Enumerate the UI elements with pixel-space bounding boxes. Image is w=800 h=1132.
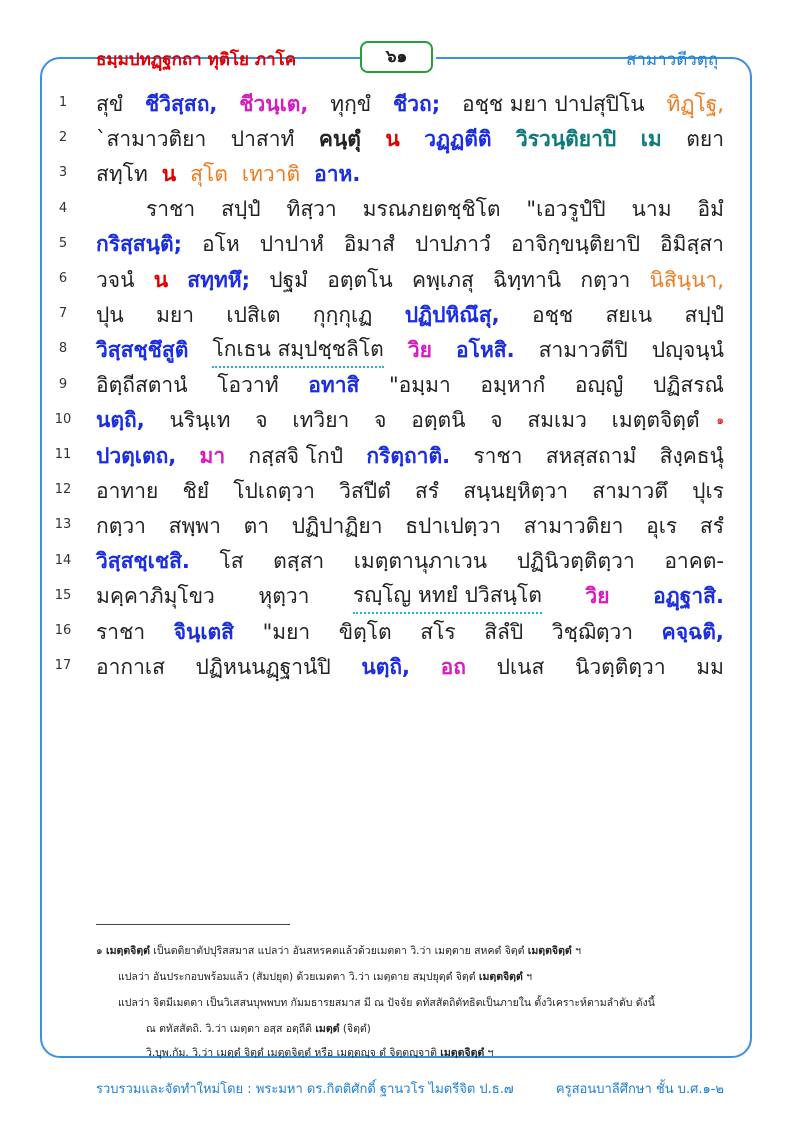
word: ราชา bbox=[96, 619, 146, 644]
word: กสฺสจิ โกปํ bbox=[248, 443, 344, 468]
line-number: 1 bbox=[58, 95, 68, 110]
word: นาม bbox=[631, 197, 672, 222]
word: เม bbox=[640, 126, 662, 151]
line-number: 13 bbox=[54, 517, 72, 533]
word: สามาวติยา bbox=[523, 513, 624, 538]
word: มคฺคาภิมุโขว bbox=[96, 584, 215, 609]
text-line bbox=[96, 260, 724, 300]
footnote-line-3: แปลว่า จิตมีเมตตา เป็นวิเสสนบุพพบท กัมมธารยสมาส มี ณ ปัจจัย ตทัสสัตถิตัทธิตเป็นภายใน ตั้งวิเคราะห์ตามลำดับ ดังนี้ bbox=[118, 997, 655, 1009]
text-line bbox=[96, 612, 724, 652]
word: วฏฺฏตีติ bbox=[424, 126, 492, 151]
word: ปาสาทํ bbox=[230, 126, 295, 151]
word: ปฏิหนนฏฺฐานํปิ bbox=[195, 654, 331, 679]
footnote-term: เมตฺตํ bbox=[315, 1023, 340, 1035]
word: อาห. bbox=[314, 161, 361, 186]
text-line bbox=[96, 330, 724, 370]
word: กุกฺกุเฏ bbox=[312, 302, 373, 327]
line-number: 16 bbox=[54, 623, 72, 638]
word: ตยา bbox=[686, 126, 724, 151]
word: วิชฺฌิตฺวา bbox=[551, 619, 634, 644]
word: หุตฺวา bbox=[258, 584, 310, 609]
word: ตสฺสา bbox=[273, 549, 325, 574]
word: มา bbox=[199, 443, 226, 468]
word: อชฺช bbox=[531, 302, 574, 327]
footnote-text: (จิตฺตํ) bbox=[339, 1023, 371, 1035]
word: คนฺตุํ bbox=[318, 126, 361, 151]
footnote-term: เมตฺตจิตฺตํ bbox=[440, 1047, 485, 1059]
word: สนฺนยฺหิตฺวา bbox=[463, 478, 569, 503]
text-line bbox=[96, 366, 724, 406]
word: ชีวิสฺสถ, bbox=[145, 91, 218, 116]
word: สรํ bbox=[414, 478, 440, 503]
line-number: 15 bbox=[54, 587, 72, 603]
word: ปฏิปาฏิยา bbox=[291, 513, 383, 538]
word: สหสฺสถามํ bbox=[545, 443, 637, 468]
text-line bbox=[96, 401, 724, 441]
word: เมตฺตจิตฺตํ bbox=[611, 408, 700, 433]
word: ปุเร bbox=[692, 478, 724, 503]
word: จ bbox=[255, 408, 268, 433]
chapter-title: สามาวตีวตฺถุ bbox=[626, 50, 719, 70]
line-number: 3 bbox=[58, 165, 68, 181]
word: น bbox=[153, 267, 169, 292]
footnote-text: วิ.บุพ.กัม. วิ.ว่า เมตฺตํ จิตฺตํ เมตฺตจิตฺตํ หรือ เมตฺตญฺจ ตํ จิตฺตญฺจาติ bbox=[146, 1047, 441, 1059]
word: จ bbox=[490, 408, 503, 433]
word: อาทาย bbox=[96, 478, 159, 503]
line-number: 11 bbox=[54, 447, 72, 462]
word: สุขํ bbox=[96, 91, 124, 116]
word: อถ bbox=[440, 654, 466, 679]
word: คพฺเภสุ bbox=[412, 267, 474, 292]
word: โส bbox=[219, 549, 244, 574]
word: เทวาติ bbox=[241, 161, 301, 186]
word: อโห bbox=[202, 232, 240, 257]
text-line bbox=[96, 577, 724, 617]
word: สทฺโท bbox=[96, 161, 148, 186]
word: ปวตฺเตถ, bbox=[96, 443, 177, 468]
text-line bbox=[96, 436, 724, 476]
word: เมตฺตานุภาเวน bbox=[353, 549, 488, 574]
word: `สามาวติยา bbox=[96, 126, 207, 151]
word: อิมาสํ bbox=[343, 232, 395, 257]
word: ปาปภาวํ bbox=[414, 232, 491, 257]
line-number: 5 bbox=[58, 235, 68, 251]
text-line bbox=[96, 647, 724, 687]
line-number: 4 bbox=[58, 200, 68, 216]
word: สิลํปิ bbox=[484, 619, 524, 644]
book-title: ธมฺมปทฏฺฐกถา ทุติโย ภาโค bbox=[96, 50, 297, 70]
text-line bbox=[96, 471, 724, 511]
footnote-line-2 bbox=[118, 968, 532, 985]
word: อญฺญํ bbox=[574, 373, 624, 398]
line-number: 10 bbox=[54, 411, 72, 427]
line-number: 17 bbox=[54, 658, 72, 674]
word: นิวตฺติตฺวา bbox=[574, 654, 666, 679]
word: อาจิกฺขนฺติยาปิ bbox=[510, 232, 641, 257]
word: สยเน bbox=[605, 302, 653, 327]
word: วิรวนฺติยาปิ bbox=[515, 126, 617, 151]
footnote-line-1 bbox=[96, 942, 581, 959]
line-number: 12 bbox=[54, 482, 72, 498]
word: น bbox=[161, 161, 177, 186]
word: วิย bbox=[407, 337, 432, 362]
word: นิสินฺนา, bbox=[649, 267, 724, 292]
word: สามาวตีปิ bbox=[538, 337, 628, 362]
word: จ bbox=[374, 408, 387, 433]
line-number: 8 bbox=[58, 341, 68, 357]
word: อาคต- bbox=[664, 549, 724, 574]
word: ฉิทฺทานิ bbox=[493, 267, 562, 292]
word: กตฺวา bbox=[580, 267, 631, 292]
word: สุโต bbox=[190, 161, 228, 186]
word: อตฺตนิ bbox=[411, 408, 466, 433]
word: รญฺโญ หทยํ ปวิสนฺโต bbox=[353, 579, 542, 614]
word: ปฐมํ bbox=[269, 267, 309, 292]
word: อฏฺฐาสิ. bbox=[653, 584, 724, 609]
word: กตฺวา bbox=[96, 513, 146, 538]
word: ชีวถ; bbox=[393, 91, 441, 116]
word: ปเนส bbox=[496, 654, 545, 679]
text-line bbox=[96, 542, 724, 582]
word: อากาเส bbox=[96, 654, 165, 679]
word: วจนํ bbox=[96, 267, 135, 292]
line-number: 7 bbox=[58, 306, 68, 322]
word: อิมิสฺสา bbox=[660, 232, 724, 257]
word: สปฺปํ bbox=[221, 197, 261, 222]
word: กริตฺถาติ. bbox=[366, 443, 451, 468]
word: สามาวตึ bbox=[592, 478, 668, 503]
word: "อมฺมา bbox=[389, 373, 451, 398]
word: ทิสฺวา bbox=[286, 197, 337, 222]
word: มม bbox=[696, 654, 724, 679]
word: สรํ bbox=[699, 513, 724, 538]
word: ปญฺจนฺนํ bbox=[651, 337, 724, 362]
footnote-text: ฯ bbox=[484, 1047, 494, 1059]
footnote-term: เมตฺตจิตฺตํ bbox=[478, 971, 523, 983]
word: โปเถตฺวา bbox=[233, 478, 315, 503]
word: จินฺเตสิ bbox=[173, 619, 234, 644]
word: ขิตฺโต bbox=[338, 619, 392, 644]
footnote-text: ณ ตทัสสัตถิ. วิ.ว่า เมตฺตา อสฺส อตฺถีติ bbox=[146, 1023, 316, 1035]
word: นตฺถิ, bbox=[361, 654, 411, 679]
word: มรณภยตชฺชิโต bbox=[362, 197, 501, 222]
footnote-ref: ๑ bbox=[716, 413, 724, 428]
footnote-line-4 bbox=[146, 1020, 371, 1037]
text-line bbox=[96, 84, 724, 124]
word: วิสฺสชฺชึสูติ bbox=[96, 337, 189, 362]
word: เทวิยา bbox=[292, 408, 350, 433]
word: ปาปาหํ bbox=[259, 232, 324, 257]
line-number: 14 bbox=[54, 552, 72, 568]
word: เปสิเต bbox=[226, 302, 281, 327]
footnote-text: ฯ bbox=[522, 971, 533, 983]
text-line bbox=[146, 190, 724, 230]
text-line bbox=[96, 295, 724, 335]
word: สมเมว bbox=[527, 408, 587, 433]
footnote-term: เมตฺตจิตฺตํ bbox=[527, 945, 572, 957]
word: อมฺหากํ bbox=[480, 373, 546, 398]
word: ปฏิสรณํ bbox=[652, 373, 724, 398]
text-line bbox=[96, 119, 724, 159]
word: สพฺพา bbox=[168, 513, 221, 538]
line-number: 6 bbox=[58, 271, 68, 286]
word: อชฺช มยา ปาปสุปิโน bbox=[462, 91, 645, 116]
word: กริสฺสนฺติ; bbox=[96, 232, 183, 257]
word: ปฏิปหิณึสุ, bbox=[404, 302, 500, 327]
word: อทาสิ bbox=[308, 373, 360, 398]
word: ปฏินิวตฺติตฺวา bbox=[516, 549, 635, 574]
footnote-text: ฯ bbox=[571, 945, 581, 957]
word: โกเธน สมฺปชฺชลิโต bbox=[212, 333, 383, 368]
text-line bbox=[96, 154, 724, 194]
word: ตา bbox=[243, 513, 270, 538]
text-line bbox=[96, 506, 724, 546]
word: วิสปีตํ bbox=[339, 478, 391, 503]
word: ชีวนฺเต, bbox=[239, 91, 309, 116]
word: ธปาเปตฺวา bbox=[405, 513, 501, 538]
page-number: ๖๑ bbox=[360, 41, 433, 73]
footer-course: ครูสอนบาลีศึกษา ชั้น บ.ศ.๑-๒ bbox=[555, 1082, 724, 1097]
word: ราชา bbox=[473, 443, 523, 468]
footnote-term: เมตฺตจิตฺตํ bbox=[106, 945, 150, 957]
word: วิย bbox=[585, 584, 610, 609]
footnote-marker: ๑ bbox=[96, 945, 103, 957]
word: มยา bbox=[156, 302, 195, 327]
footnote-text: เป็นตติยาตัปปุริสสมาส แปลว่า อันสหรคตแล้วด้วยเมตตา วิ.ว่า เมตฺตาย สหคตํ จิตฺตํ bbox=[149, 945, 528, 957]
text-line bbox=[96, 225, 724, 265]
word: น bbox=[385, 126, 400, 151]
line-number: 9 bbox=[58, 376, 68, 392]
word: สทฺทหึ; bbox=[187, 267, 251, 292]
word: อตฺตโน bbox=[327, 267, 393, 292]
word: นตฺถิ, bbox=[96, 408, 145, 433]
word: "มยา bbox=[262, 619, 311, 644]
word: วิสฺสชฺเชสิ. bbox=[96, 549, 190, 574]
word: สิงฺคธนุํ bbox=[659, 443, 724, 468]
word: สโร bbox=[420, 619, 456, 644]
word: ราชา bbox=[146, 197, 196, 222]
word: ปุน bbox=[96, 302, 124, 327]
word: "เอวรูปํปิ bbox=[526, 197, 606, 222]
footnote-text: แปลว่า อันประกอบพร้อมแล้ว (สัมปยุต) ด้วยเมตตา วิ.ว่า เมตฺตาย สมฺปยุตฺตํ จิตฺตํ bbox=[118, 971, 479, 983]
word: อิมํ bbox=[697, 197, 724, 222]
word: อุเร bbox=[646, 513, 678, 538]
page-footer bbox=[96, 1078, 724, 1099]
word: โอวาทํ bbox=[217, 373, 279, 398]
word: ทิฏฺโฐ, bbox=[666, 91, 724, 116]
word: อิตฺถีสตานํ bbox=[96, 373, 188, 398]
word: ชิยํ bbox=[182, 478, 210, 503]
footnote-line-5 bbox=[146, 1044, 493, 1061]
word: อโหสิ. bbox=[456, 337, 515, 362]
word: นรินฺเท bbox=[169, 408, 231, 433]
word: ทุกฺขํ bbox=[330, 91, 372, 116]
footer-author: รวบรวมและจัดทำใหม่โดย : พระมหา ดร.กิตติศักดิ์ ฐานวโร ไมตรีจิต ป.ธ.๗ bbox=[96, 1082, 514, 1097]
word: สปฺปํ bbox=[684, 302, 724, 327]
line-number: 2 bbox=[58, 130, 68, 146]
footnote-divider bbox=[96, 924, 290, 925]
word: คจฺฉติ, bbox=[661, 619, 724, 644]
